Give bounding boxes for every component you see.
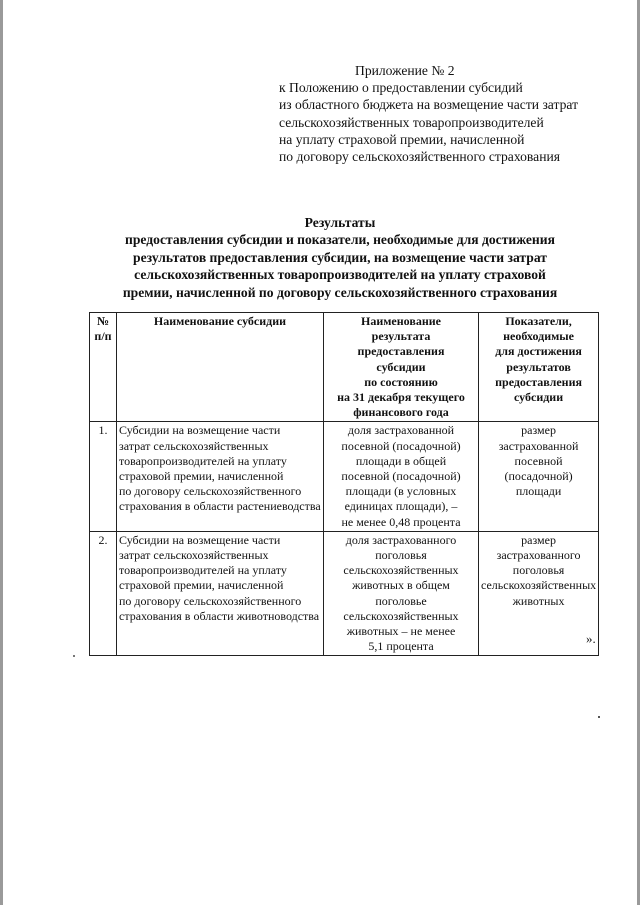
appendix-title: Приложение № 2 (355, 63, 455, 78)
results-table (89, 312, 599, 656)
appendix-line: из областного бюджета на возмещение части затрат (279, 97, 579, 113)
row-number: 1. (90, 422, 117, 531)
header-indicators: Показатели, необходимые для достижения результатов предоставления субсидии (479, 313, 599, 422)
heading-line: премии, начисленной по договору сельскохозяйственного страхования (122, 284, 558, 300)
scan-speck (73, 655, 75, 657)
header-result-name: Наименование результата предоставления субсидии по состоянию на 31 декабря текущего финансового года (324, 313, 479, 422)
subsidy-name-cell: Субсидии на возмещение части затрат сельскохозяйственных товаропроизводителей на уплату страховой премии, начисленной по договору сельскохозяйственного страхования в области растениеводства (117, 422, 324, 531)
document-heading (84, 214, 596, 301)
heading-line: сельскохозяйственных товаропроизводителей на уплату страховой (134, 267, 546, 283)
appendix-line: сельскохозяйственных товаропроизводителей (279, 114, 544, 130)
closing-quote: ». (586, 631, 596, 646)
appendix-line: к Положению о предоставлении субсидий (279, 80, 523, 96)
result-cell: доля застрахованного поголовья сельскохозяйственных животных в общем поголовье сельскохозяйственных животных – не менее 5,1 процента (324, 531, 479, 656)
header-subsidy-name: Наименование субсидии (117, 313, 324, 422)
heading-line: предоставления субсидии и показатели, необходимые для достижения (125, 232, 555, 248)
heading-line: результатов предоставления субсидии, на возмещение части затрат (133, 249, 547, 265)
table-row (90, 422, 599, 531)
indicator-cell: размер застрахованной посевной (посадочной) площади (479, 422, 599, 531)
header-number: № п/п (90, 313, 117, 422)
appendix-line: на уплату страховой премии, начисленной (279, 131, 525, 147)
row-number: 2. (90, 531, 117, 656)
result-cell: доля застрахованной посевной (посадочной) площади в общей посевной (посадочной) площади (в условных единицах площади), – не менее 0,48 процента (324, 422, 479, 531)
appendix-block (279, 62, 609, 165)
scan-speck (598, 716, 600, 718)
subsidy-name-cell: Субсидии на возмещение части затрат сельскохозяйственных товаропроизводителей на уплату страховой премии, начисленной по договору сельскохозяйственного страхования в области животноводства (117, 531, 324, 656)
table-header-row (90, 313, 599, 422)
heading-title: Результаты (304, 215, 376, 230)
table-row (90, 531, 599, 656)
indicator-cell: размер застрахованного поголовья сельскохозяйственных животных (479, 531, 599, 656)
appendix-line: по договору сельскохозяйственного страхования (279, 149, 560, 165)
scan-edge-left (0, 0, 3, 905)
